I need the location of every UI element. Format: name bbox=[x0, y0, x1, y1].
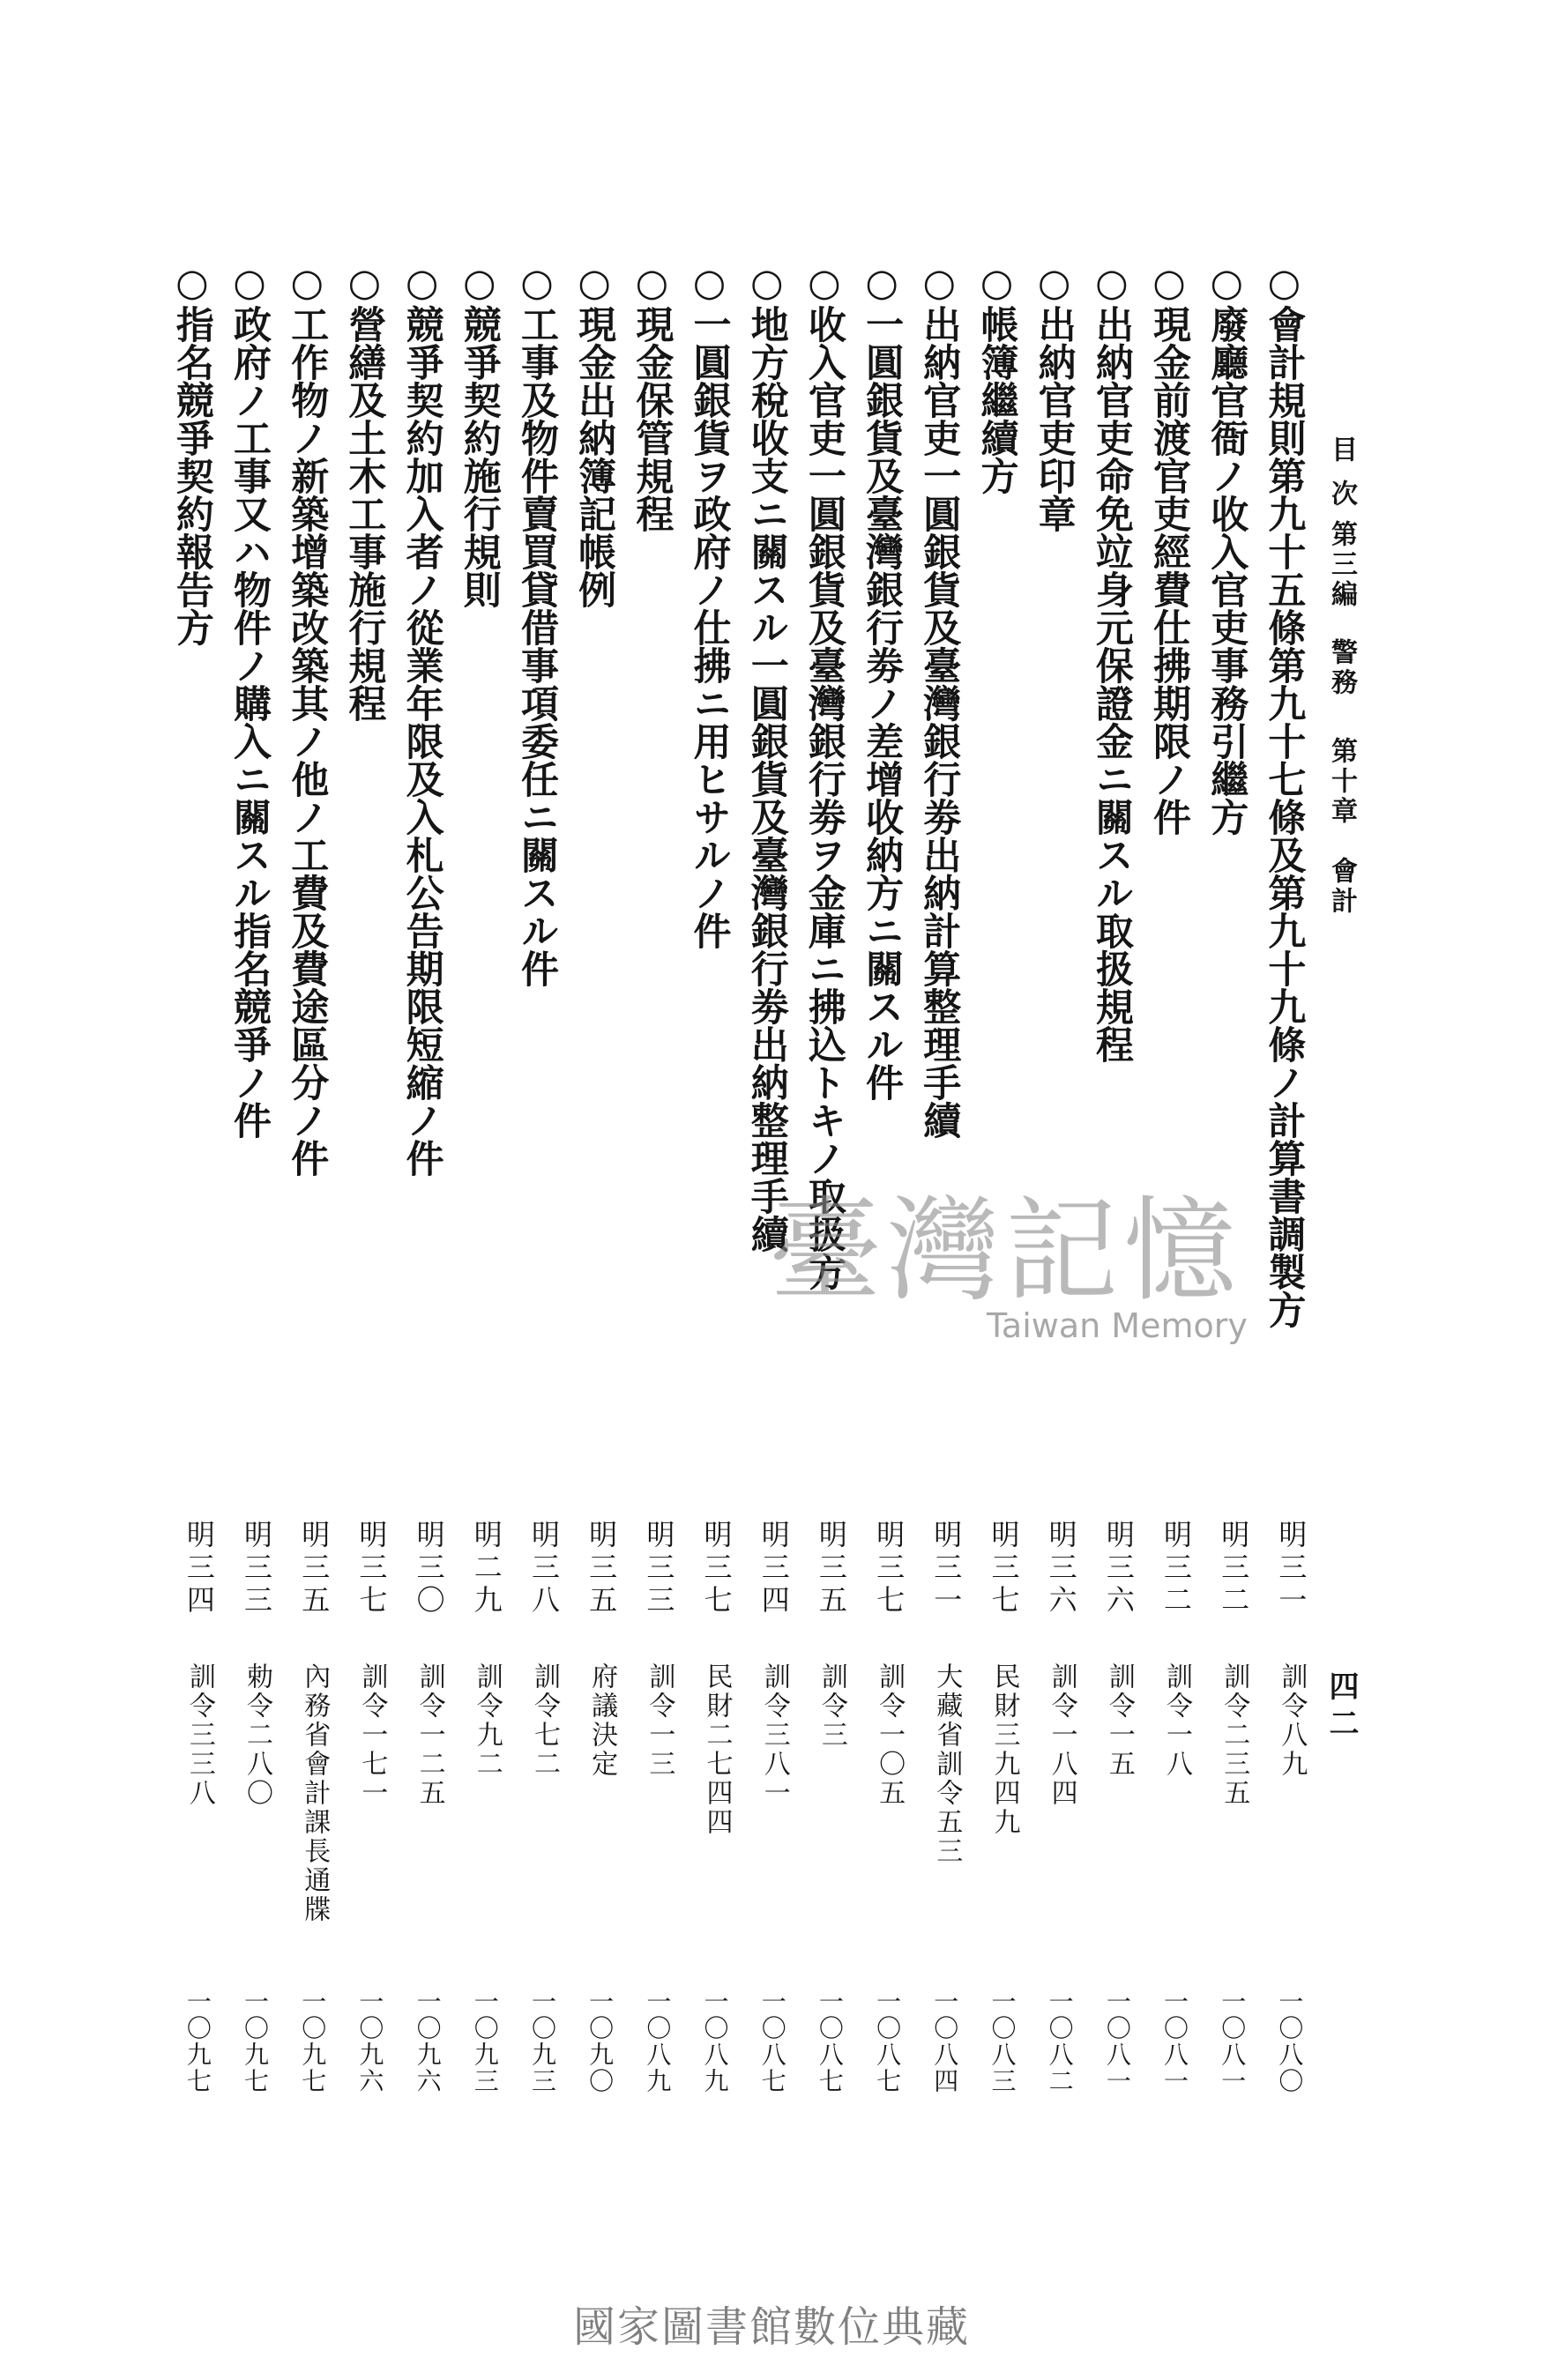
toc-entry bbox=[681, 0, 738, 2380]
header-contents-label: 目次 bbox=[1326, 435, 1357, 524]
entry-title: ○競爭契約加入者ノ從業年限及入札公告期限短縮ノ件 bbox=[399, 261, 444, 1177]
entry-page: 一〇八一 bbox=[1218, 1989, 1248, 2094]
entry-date: 明三七 bbox=[872, 1520, 906, 1618]
watermark-english-text: Taiwan Memory bbox=[987, 1306, 1248, 1345]
entry-reference: 訓令一八四 bbox=[1046, 1662, 1077, 1808]
entry-reference: 訓令七二 bbox=[528, 1662, 560, 1779]
toc-entry bbox=[220, 0, 278, 2380]
entry-page: 一〇九六 bbox=[355, 1989, 385, 2094]
entry-reference: 訓令一五 bbox=[1103, 1662, 1135, 1779]
entry-page: 一〇九六 bbox=[413, 1989, 443, 2094]
entry-date: 明三五 bbox=[814, 1520, 848, 1618]
header-part-label: 第三編 bbox=[1326, 520, 1357, 610]
entry-page: 一〇八二 bbox=[1045, 1989, 1075, 2094]
entry-reference: 訓令一八 bbox=[1161, 1662, 1193, 1779]
entry-reference: 民財二七四四 bbox=[701, 1662, 733, 1837]
entry-date: 明三二 bbox=[1217, 1520, 1251, 1618]
toc-entry bbox=[1256, 0, 1313, 2380]
entry-title: ○營繕及土木工事施行規程 bbox=[342, 261, 387, 722]
entry-page: 一〇九〇 bbox=[585, 1989, 615, 2094]
entry-title: ○地方稅收支ニ關スル一圓銀貨及臺灣銀行劵出納整理手續 bbox=[744, 261, 789, 1253]
entry-title: ○收入官吏一圓銀貨及臺灣銀行劵ヲ金庫ニ拂込トキノ取扱方 bbox=[801, 261, 846, 1290]
page-number: 四二 bbox=[1323, 1670, 1359, 1744]
toc-entry bbox=[566, 0, 623, 2380]
entry-title: ○現金前渡官吏經費仕拂期限ノ件 bbox=[1147, 261, 1192, 836]
entry-reference: 大藏省訓令五三 bbox=[931, 1662, 963, 1866]
watermark-chinese-text: 臺灣記憶 bbox=[769, 1186, 1242, 1317]
toc-entry bbox=[336, 0, 393, 2380]
entry-page: 一〇八七 bbox=[815, 1989, 845, 2094]
entry-reference: 訓令九二 bbox=[471, 1662, 503, 1779]
entry-date: 明三七 bbox=[699, 1520, 734, 1618]
entry-title: ○出納官吏一圓銀貨及臺灣銀行劵出納計算整理手續 bbox=[917, 261, 962, 1139]
entry-reference: 府議決定 bbox=[586, 1662, 618, 1779]
entry-title: ○出納官吏印章 bbox=[1032, 261, 1077, 532]
entry-page: 一〇九七 bbox=[241, 1989, 271, 2094]
toc-entry bbox=[279, 0, 336, 2380]
entry-title: ○一圓銀貨ヲ政府ノ仕拂ニ用ヒサルノ件 bbox=[687, 261, 732, 949]
entry-date: 明三六 bbox=[1044, 1520, 1078, 1618]
header-chapter-title: 會計 bbox=[1326, 857, 1357, 917]
entry-page: 一〇八九 bbox=[700, 1989, 730, 2094]
entry-title: ○一圓銀貨及臺灣銀行劵ノ差增收納方ニ關スル件 bbox=[860, 261, 905, 1101]
entry-reference: 訓令一七一 bbox=[356, 1662, 388, 1808]
entry-reference: 民財三九四九 bbox=[988, 1662, 1020, 1837]
entry-page: 一〇九七 bbox=[298, 1989, 328, 2094]
entry-date: 明三三 bbox=[240, 1520, 274, 1618]
entry-title: ○工作物ノ新築增築改築其ノ他ノ工費及費途區分ノ件 bbox=[285, 261, 330, 1177]
entry-page: 一〇八〇 bbox=[1275, 1989, 1305, 2094]
toc-entry bbox=[451, 0, 508, 2380]
toc-entry bbox=[163, 0, 220, 2380]
entry-reference: 訓令三 bbox=[816, 1662, 847, 1750]
toc-entry bbox=[508, 0, 565, 2380]
entry-date: 明三〇 bbox=[412, 1520, 446, 1618]
entry-date: 明三八 bbox=[526, 1520, 561, 1618]
header-section-label: 警務 bbox=[1326, 638, 1357, 698]
entry-title: ○指名競爭契約報告方 bbox=[169, 261, 214, 646]
entry-date: 明三五 bbox=[585, 1520, 619, 1618]
entry-reference: 內務省會計課長通牒 bbox=[299, 1662, 331, 1924]
entry-title: ○帳簿繼續方 bbox=[974, 261, 1019, 495]
entry-date: 明三二 bbox=[1159, 1520, 1194, 1618]
entry-page: 一〇八七 bbox=[873, 1989, 903, 2094]
entry-title: ○現金保管規程 bbox=[630, 261, 675, 532]
entry-reference: 訓令一二五 bbox=[414, 1662, 445, 1808]
entry-reference: 訓令三三八 bbox=[183, 1662, 215, 1808]
footer-collection-label: 國家圖書館數位典藏 bbox=[572, 2302, 970, 2352]
entry-page: 一〇八四 bbox=[930, 1989, 960, 2094]
entry-reference: 訓令三八一 bbox=[758, 1662, 790, 1808]
entry-title: ○競爭契約施行規則 bbox=[457, 261, 502, 608]
entry-title: ○會計規則第九十五條第九十七條及第九十九條ノ計算書調製方 bbox=[1262, 261, 1307, 1328]
entry-title: ○出納官吏命免竝身元保證金ニ關スル取扱規程 bbox=[1089, 261, 1134, 1063]
entry-date: 明三六 bbox=[1101, 1520, 1136, 1618]
entry-date: 明三四 bbox=[757, 1520, 791, 1618]
entry-date: 明二九 bbox=[469, 1520, 503, 1618]
entry-date: 明三七 bbox=[987, 1520, 1021, 1618]
entry-date: 明三三 bbox=[642, 1520, 676, 1618]
toc-entry bbox=[623, 0, 681, 2380]
entry-title: ○現金出納簿記帳例 bbox=[572, 261, 617, 608]
entry-date: 明三七 bbox=[354, 1520, 389, 1618]
header-chapter-label: 第十章 bbox=[1326, 737, 1357, 827]
entry-date: 明三一 bbox=[1274, 1520, 1308, 1618]
entry-date: 明三四 bbox=[182, 1520, 216, 1618]
entry-page: 一〇九三 bbox=[527, 1989, 557, 2094]
entry-date: 明三五 bbox=[297, 1520, 332, 1618]
entry-reference: 訓令八九 bbox=[1276, 1662, 1308, 1779]
entry-reference: 勅令二八〇 bbox=[242, 1662, 273, 1808]
entry-page: 一〇八七 bbox=[757, 1989, 787, 2094]
entry-page: 一〇九七 bbox=[183, 1989, 212, 2094]
entry-reference: 訓令一三 bbox=[644, 1662, 675, 1779]
entry-reference: 訓令二三五 bbox=[1219, 1662, 1250, 1808]
entry-title: ○廢廳官衙ノ收入官吏事務引繼方 bbox=[1204, 261, 1249, 836]
toc-entry bbox=[393, 0, 451, 2380]
entry-reference: 訓令一〇五 bbox=[874, 1662, 906, 1808]
entry-title: ○政府ノ工事又ハ物件ノ購入ニ關スル指名競爭ノ件 bbox=[227, 261, 272, 1139]
entry-page: 一〇八三 bbox=[988, 1989, 1017, 2094]
entry-title: ○工事及物件賣買貸借事項委任ニ關スル件 bbox=[514, 261, 559, 987]
entry-page: 一〇九三 bbox=[470, 1989, 500, 2094]
entry-date: 明三一 bbox=[929, 1520, 964, 1618]
entry-page: 一〇八一 bbox=[1102, 1989, 1132, 2094]
entry-page: 一〇八九 bbox=[643, 1989, 673, 2094]
entry-page: 一〇八一 bbox=[1160, 1989, 1190, 2094]
